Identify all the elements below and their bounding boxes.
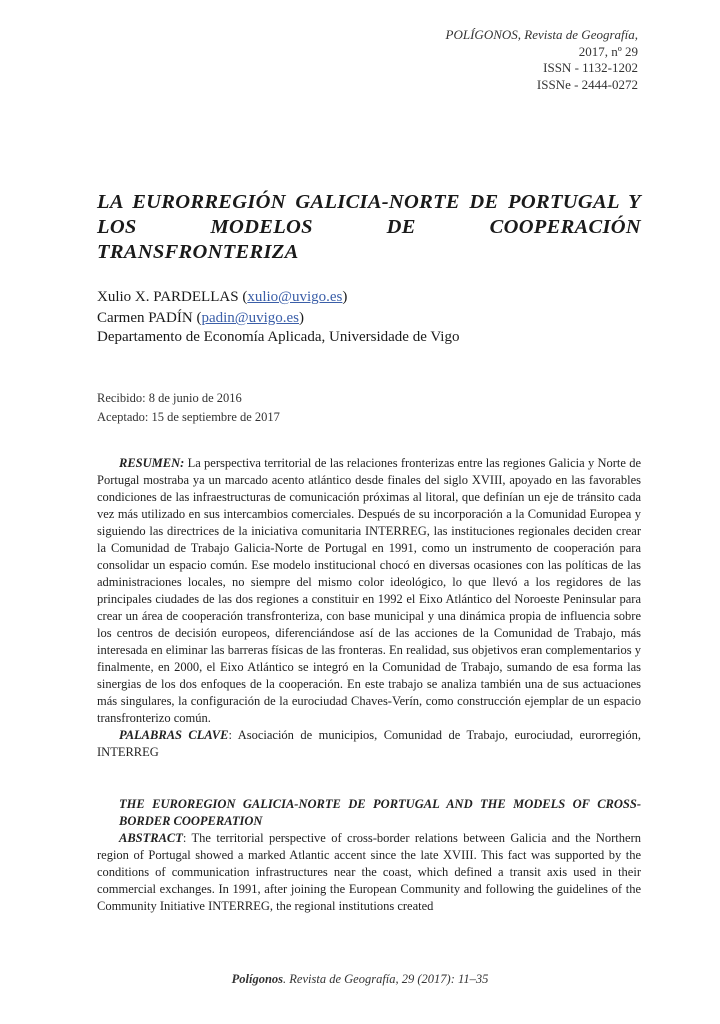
running-header [446, 27, 638, 93]
resumen-label: RESUMEN: [119, 456, 185, 470]
article-title: LA EURORREGIÓN GALICIA-NORTE DE PORTUGAL Y LOS MODELOS DE COOPERACIÓN TRANSFRONTERIZA [97, 191, 641, 263]
submission-dates [97, 389, 280, 427]
resumen-text: La perspectiva territorial de las relaciones fronterizas entre las regiones Galicia y Norte de Portugal mostraba ya un marcado acento atlántico desde finales del siglo XVIII, apoyado en las favorables condiciones de las infraestructuras de comunicación próximas al litoral, que definían un eje de tránsito cada vez más utilizado en sus intercambios comerciales. Después de su incorporación a la Comunidad Europea y siguiendo las directrices de la iniciativa comunitaria INTERREG, las instituciones regionales deciden crear la Comunidad de Trabajo Galicia-Norte de Portugal en 1991, como un instrumento de cooperación para consolidar un espacio común. Ese modelo institucional chocó en diversas ocasiones con las políticas de las administraciones locales, no siempre del mismo color ideológico, lo que llevó a los regidores de las principales ciudades de las dos regiones a constituir en 1992 el Eixo Atlántico del Noroeste Peninsular para crear un área de cooperación transfronteriza, con base municipal y una dinámica propia de influencia sobre los centros de decisión europeos, diferenciándose así de las acciones de la Comunidad de Trabajo, más interesada en eliminar las barreras físicas de las fronteras. En realidad, sus objetivos eran complementarios y finalmente, en 2000, el Eixo Atlántico se integró en la Comunidad de Trabajo, sumando de esa forma las sinergias de los dos enfoques de la cooperación. En este trabajo se analiza también una de sus actuaciones más singulares, la configuración de la eurociudad Chaves-Verín, como construcción ejemplar de un espacio transfronterizo común. [97, 456, 641, 725]
resumen-paragraph [97, 455, 641, 727]
keywords-text: : Asociación de municipios, Comunidad de Trabajo, eurociudad, eurorregión, INTERREG [97, 728, 641, 759]
keywords-paragraph [97, 727, 641, 761]
journal-name: POLÍGONOS, Revista de Geografía, [445, 27, 638, 42]
author-list [97, 287, 347, 329]
author-name: Carmen PADÍN [97, 310, 193, 326]
author-email-link[interactable]: padin@uvigo.es [201, 310, 300, 326]
received-date: Recibido: 8 de junio de 2016 [97, 391, 242, 405]
author-email-link[interactable]: xulio@uvigo.es [247, 289, 343, 305]
english-abstract [97, 830, 641, 915]
abstract-text: : The territorial perspective of cross-border relations between Galicia and the Northern region of Portugal showed a marked Atlantic accent since the late XVIII. This fact was supported by the conditions of communication infrastructures near the coast, which defined a transit axis used in their commercial exchanges. In 1991, after joining the European Community and following the guidelines of the Community Initiative INTERREG, the regional institutions created [97, 831, 641, 913]
abstract-label: ABSTRACT [119, 831, 183, 845]
affiliation: Departamento de Economía Aplicada, Universidade de Vigo [97, 329, 460, 345]
journal-issn: ISSN - 1132-1202 [543, 60, 638, 75]
author-line: Xulio X. PARDELLAS (xulio@uvigo.es) [97, 289, 348, 305]
footer-citation: . Revista de Geografía, 29 (2017): 11–35 [283, 972, 489, 986]
journal-issne: ISSNe - 2444-0272 [536, 76, 638, 92]
abstract-paragraph [97, 830, 641, 915]
english-title: THE EUROREGION GALICIA-NORTE DE PORTUGAL AND THE MODELS OF CROSS-BORDER COOPERATION [119, 797, 641, 828]
spanish-abstract [97, 455, 641, 761]
journal-issue: 2017, nº 29 [578, 43, 638, 59]
page-footer [0, 972, 720, 987]
author-name: Xulio X. PARDELLAS [97, 289, 239, 305]
footer-journal: Polígonos [231, 972, 284, 986]
accepted-date: Aceptado: 15 de septiembre de 2017 [97, 410, 280, 424]
author-line: Carmen PADÍN (padin@uvigo.es) [97, 310, 305, 326]
keywords-label: PALABRAS CLAVE [119, 728, 229, 742]
